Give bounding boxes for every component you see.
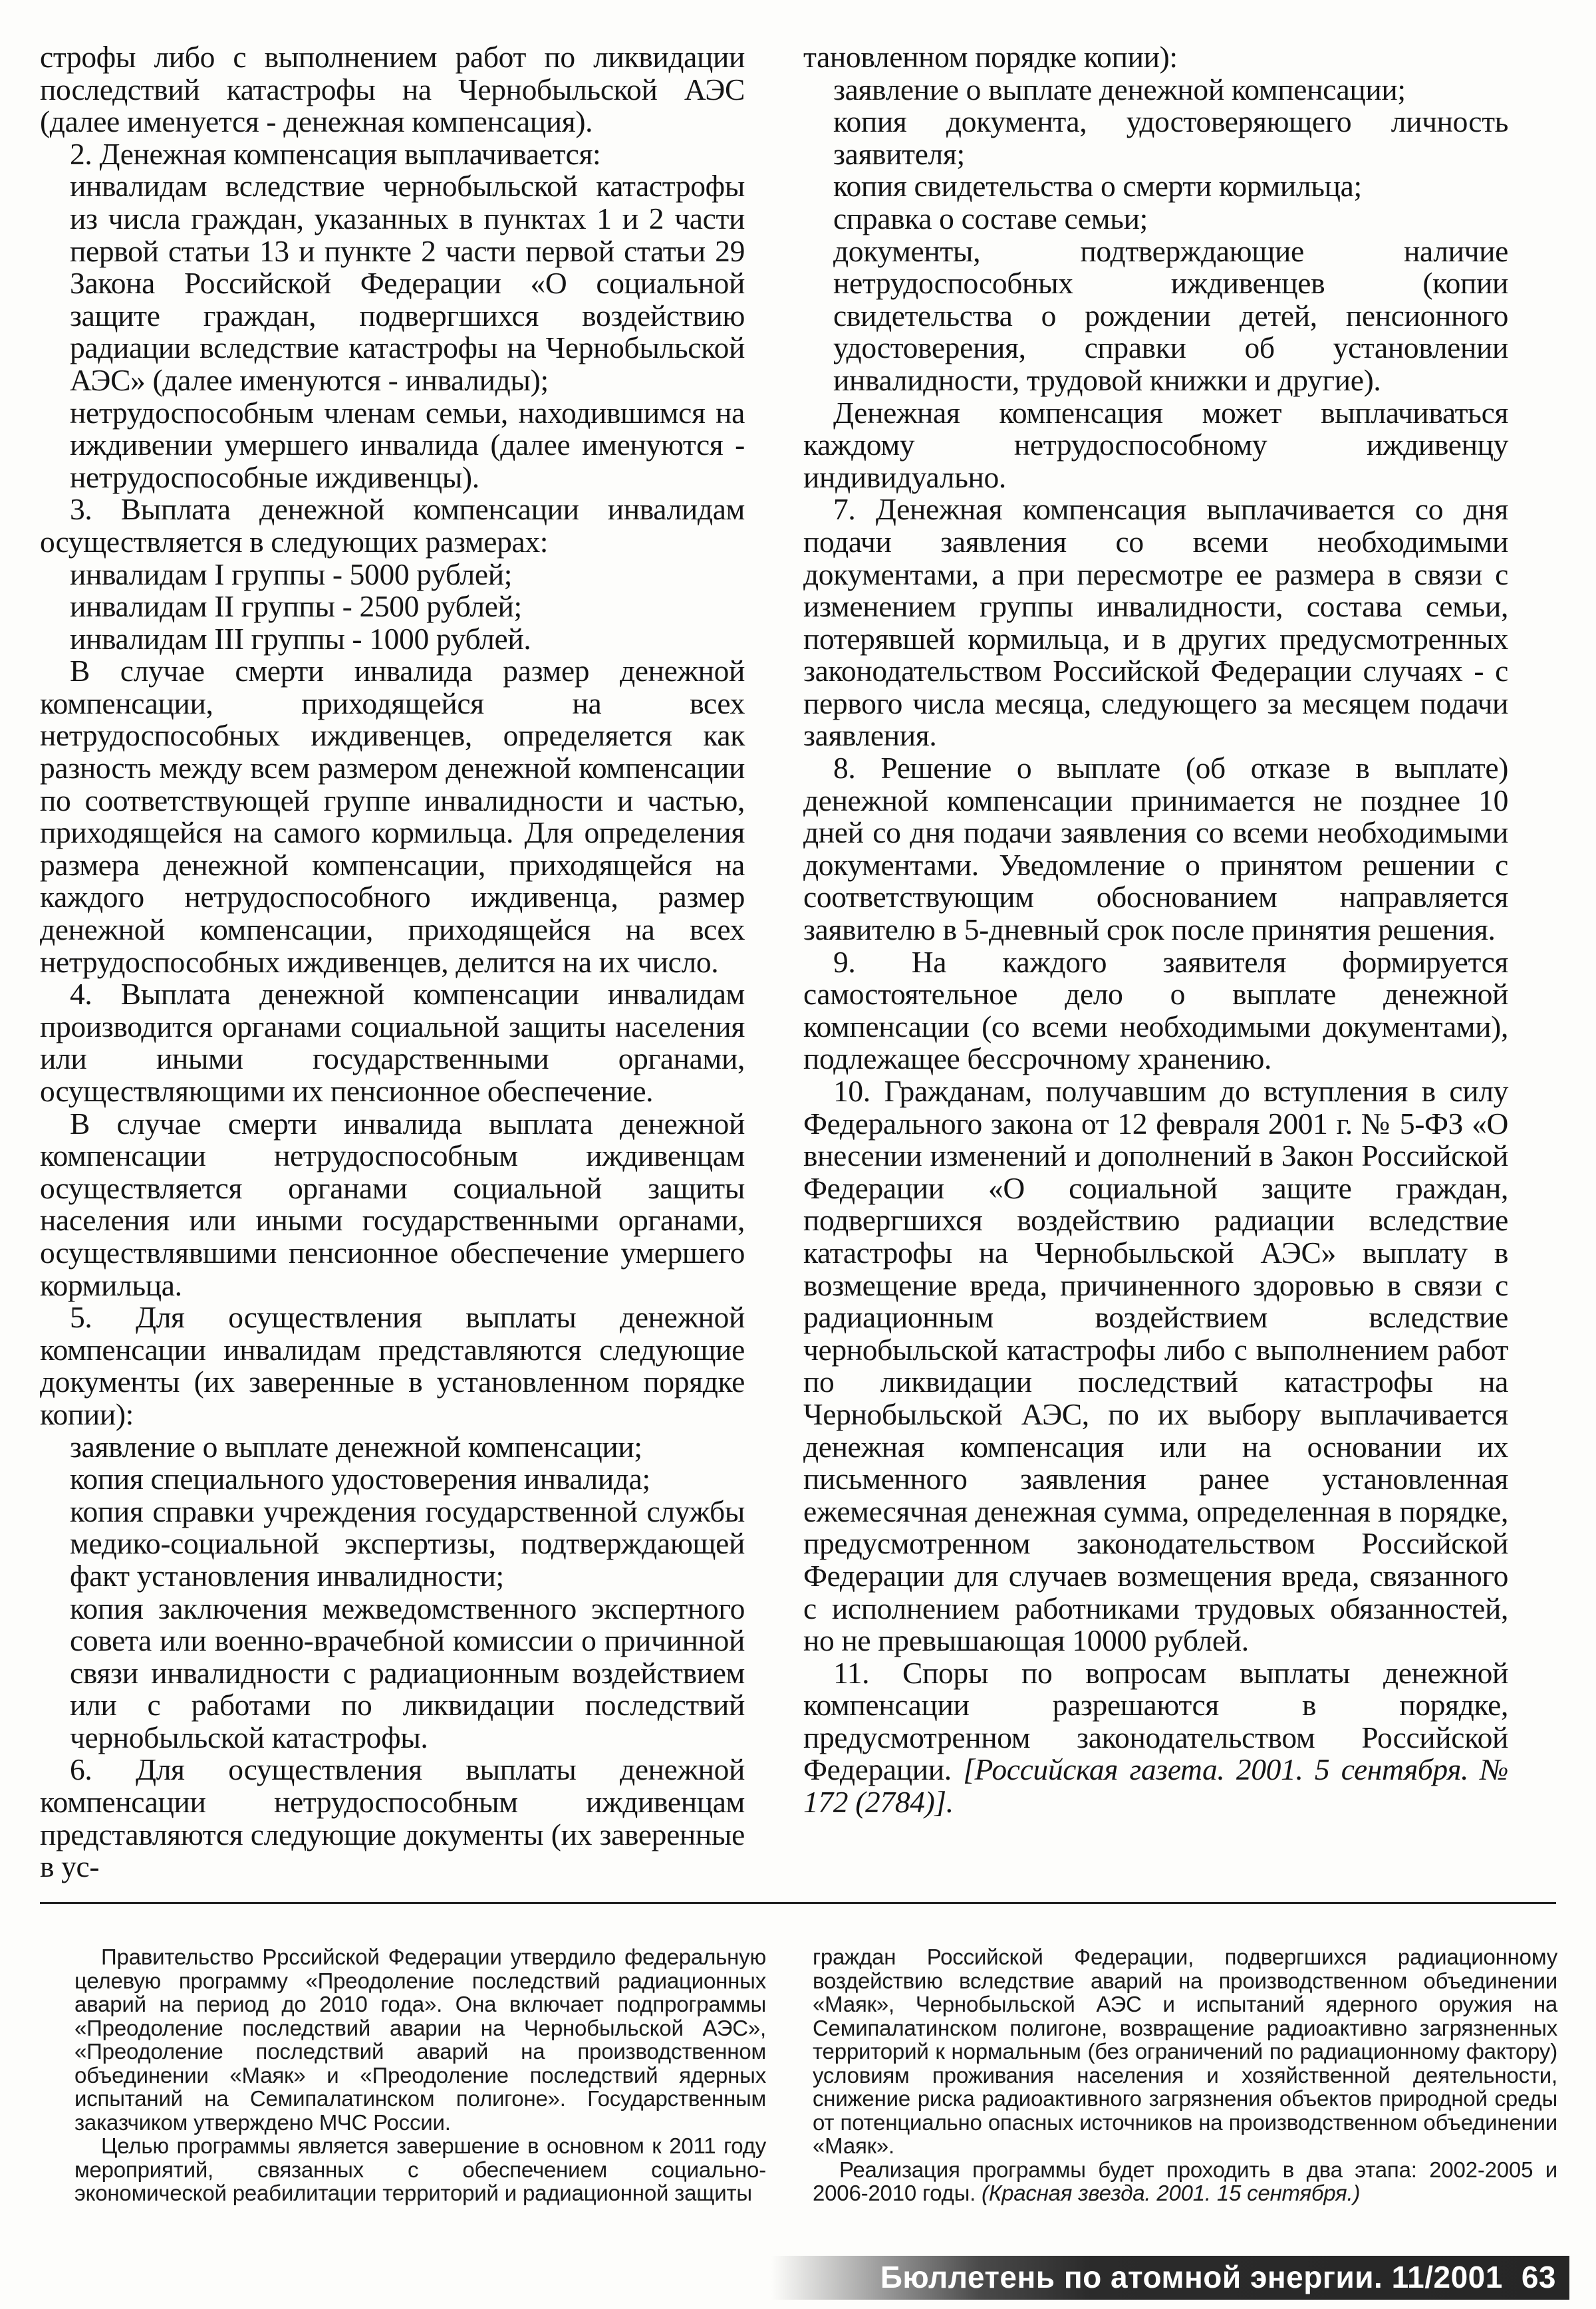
paragraph [813, 2158, 1557, 2205]
paragraph: 4. Выплата денежной компенсации инвалидам производится органами социальной защиты населения или иными государственными органами, осуществляющими их пенсионное обеспечение. [40, 977, 745, 1108]
page-footer [771, 2256, 1569, 2300]
list-item: документы, подтверждающие наличие нетрудоспособных иждивенцев (копии свидетельства о рождении детей, пенсионного удостоверения, справки об установлении инвалидности, трудовой книжки и другие). [833, 233, 1508, 397]
source-citation: (Красная звезда. 2001. 15 сентября.) [982, 2181, 1361, 2205]
journal-title: Бюллетень по атомной энергии. 11/2001 [880, 2260, 1503, 2294]
paragraph: граждан Российской Федерации, подвергшихся радиационному воздействию вследствие аварий на производственном объединении «Маяк», Чернобыльской АЭС и испытаний ядерного оружия на Семипалатинском полигоне, возвращение радиоактивно загрязненных территорий к нормальным (без ограничений по радиационному фактору) условиям проживания населения и хозяйственной деятельности, снижение риска радиоактивного загрязнения объектов природной среды от потенциально опасных источников на производственном объединении «Маяк». [813, 1945, 1557, 2158]
list-item: копия документа, удостоверяющего личность заявителя; [833, 104, 1508, 171]
list-item: заявление о выплате денежной компенсации; [833, 72, 1406, 106]
news-note-right-column [813, 1945, 1557, 2205]
paragraph: инвалидам вследствие чернобыльской катастрофы из числа граждан, указанных в пунктах 1 и 2 части первой статьи 13 и пункте 2 части первой статьи 29 Закона Российской Федерации «О социальной защите граждан, подвергшихся воздействию радиации вследствие катастрофы на Чернобыльской АЭС» (далее именуются - инвалиды); [70, 169, 745, 397]
list-item: справка о составе семьи; [833, 201, 1148, 235]
paragraph: нетрудоспособным членам семьи, находившимся на иждивении умершего инвалида (далее именуются - нетрудоспособные иждивенцы). [70, 395, 745, 494]
paragraph: В случае смерти инвалида выплата денежной компенсации нетрудоспособным иждивенцам осуществляется органами социальной защиты населения или иными государственными органами, осуществлявшими пенсионное обеспечение умершего кормильца. [40, 1106, 745, 1302]
paragraph: 8. Решение о выплате (об отказе в выплате) денежной компенсации принимается не позднее 10 дней со дня подачи заявления со всеми необходимыми документами. Уведомление о принятом решении с соответствующим обоснованием направляется заявителю в 5-дневный срок после принятия решения. [803, 751, 1508, 947]
list-item: инвалидам II группы - 2500 рублей; [70, 589, 522, 624]
list-item: копия специального удостоверения инвалида; [70, 1462, 650, 1496]
list-item: инвалидам III группы - 1000 рублей. [70, 621, 531, 656]
paragraph: 6. Для осуществления выплаты денежной компенсации нетрудоспособным иждивенцам представляются следующие документы (их заверенные в ус- [40, 1752, 745, 1884]
list-item: копия свидетельства о смерти кормильца; [833, 169, 1362, 204]
paragraph: 3. Выплата денежной компенсации инвалидам осуществляется в следующих размерах: [40, 492, 745, 559]
paragraph: 10. Гражданам, получавшим до вступления в силу Федерального закона от 12 февраля 2001 г. № 5-ФЗ «О внесении изменений и дополнений в Закон Российской Федерации «О социальной защите граждан, подвергшихся воздействию радиации вследствие катастрофы на Чернобыльской АЭС» выплату в возмещение вреда, причиненного здоровью в связи с радиационным воздействием вследствие чернобыльской катастрофы либо с выполнением работ по ликвидации последствий катастрофы на Чернобыльской АЭС, по их выбору выплачивается денежная компенсация или на основании их письменного заявления ранее установленная ежемесячная денежная сумма, определенная в порядке, предусмотренном законодательством Российской Федерации для случаев возмещения вреда, связанного с исполнением работниками трудовых обязанностей, но не превышающая 10000 рублей. [803, 1074, 1508, 1658]
paragraph: 2. Денежная компенсация выплачивается: [70, 136, 601, 171]
paragraph: Денежная компенсация может выплачиваться каждому нетрудоспособному иждивенцу индивидуально. [803, 395, 1508, 494]
paragraph: 9. На каждого заявителя формируется самостоятельное дело о выплате денежной компенсации (со всеми необходимыми документами), подлежащее бессрочному хранению. [803, 944, 1508, 1076]
paragraph: 7. Денежная компенсация выплачивается со дня подачи заявления со всеми необходимыми документами, а при пересмотре ее размера в связи с изменением группы инвалидности, состава семьи, потерявшей кормильца, и в других предусмотренных законодательством Российской Федерации случаях - с первого числа месяца, следующего за месяцем подачи заявления. [803, 492, 1508, 753]
paragraph-text: Реализация программы будет проходить в два этапа: 2002-2005 и 2006-2010 годы. [813, 2157, 1557, 2205]
article-left-column [40, 41, 745, 1883]
paragraph: строфы либо с выполнением работ по ликвидации последствий катастрофы на Чернобыльской АЭС (далее именуется - денежная компенсация). [40, 40, 745, 139]
paragraph: Целью программы является завершение в основном к 2011 году мероприятий, связанных с обеспечением социально-экономической реабилитации территорий и радиационной защиты [74, 2133, 766, 2205]
paragraph: Правительство Ррссийской Федерации утвердило федеральную целевую программу «Преодоление последствий радиационных аварий на период до 2010 года». Она включает подпрограммы «Преодоление последствий аварии на Чернобыльской АЭС», «Преодоление последствий аварий на производственном объединении «Маяк» и «Преодоление последствий ядерных испытаний на Семипалатинском полигоне». Государственным заказчиком утверждено МЧС России. [74, 1945, 766, 2135]
paragraph [803, 1657, 1508, 1819]
article-right-column [803, 41, 1508, 1819]
paragraph: тановленном порядке копии): [803, 40, 1178, 74]
list-item: заявление о выплате денежной компенсации; [70, 1429, 642, 1464]
source-citation: [Российская газета. 2001. 5 сентября. № 172 (2784)]. [803, 1752, 1508, 1820]
list-item: инвалидам I группы - 5000 рублей; [70, 557, 513, 591]
paragraph-text: 11. Споры по вопросам выплаты денежной компенсации разрешаются в порядке, предусмотренном законодательством Российской Федерации. [803, 1655, 1508, 1787]
list-item: копия заключения межведомственного экспертного совета или военно-врачебной комиссии о причинной связи инвалидности с радиационным воздействием или с работами по ликвидации последствий чернобыльской катастрофы. [70, 1591, 745, 1754]
footer-text [880, 2258, 1556, 2296]
section-divider [40, 1902, 1556, 1904]
paragraph: 5. Для осуществления выплаты денежной компенсации инвалидам представляются следующие документы (их заверенные в установленном порядке копии): [40, 1300, 745, 1431]
page-number: 63 [1521, 2260, 1556, 2294]
news-note-left-column [74, 1945, 766, 2205]
list-item: копия справки учреждения государственной службы медико-социальной экспертизы, подтверждающей факт установления инвалидности; [70, 1494, 745, 1593]
paragraph: В случае смерти инвалида размер денежной компенсации, приходящейся на всех нетрудоспособных иждивенцев, определяется как разность между всем размером денежной компенсации по соответствующей группе инвалидности и частью, приходящейся на самого кормильца. Для определения размера денежной компенсации, приходящейся на каждого нетрудоспособного иждивенца, размер денежной компенсации, приходящейся на всех нетрудоспособных иждивенцев, делится на их число. [40, 654, 745, 979]
